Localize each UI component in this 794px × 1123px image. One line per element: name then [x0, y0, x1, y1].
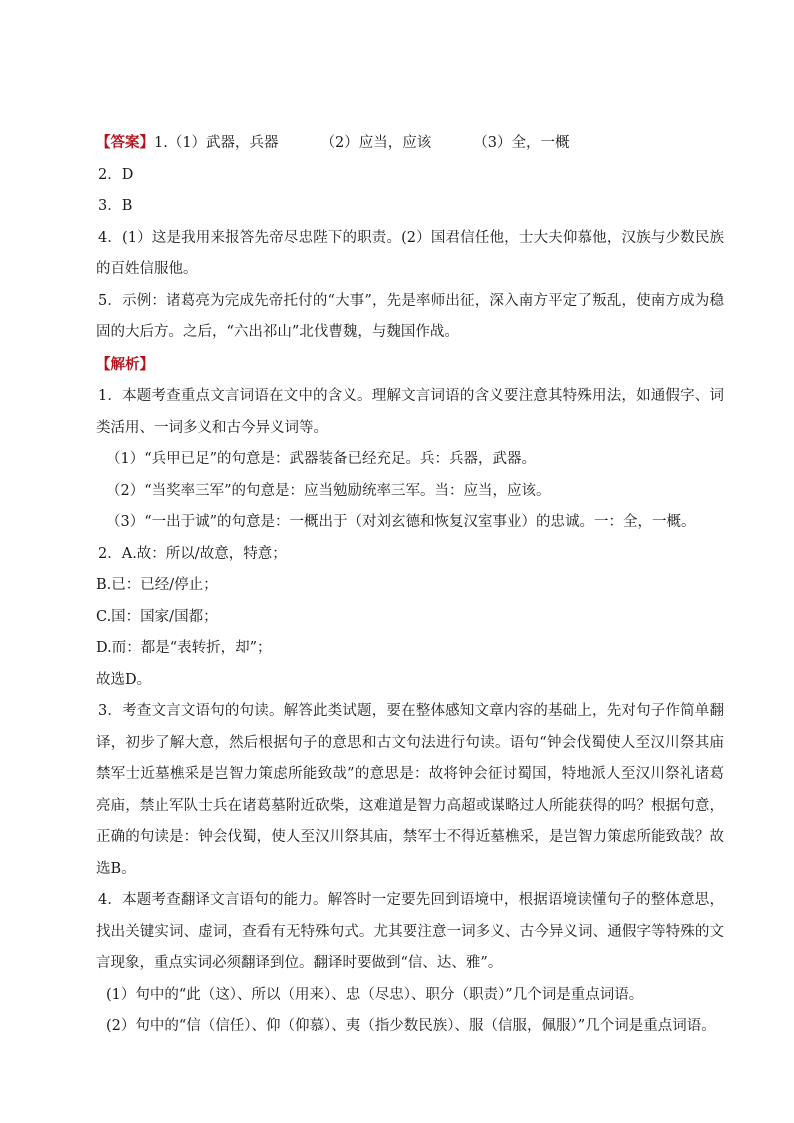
- answer-q5: 5．示例：诸葛亮为完成先帝托付的“大事”，先是率师出征，深入南方平定了叛乱，使南方成为稳固的大后方。之后，“六出祁山”北伐曹魏，与魏国作战。: [96, 292, 724, 340]
- analysis-p2-d: D.而：都是“表转折，却”；: [96, 640, 272, 656]
- answer-q1-c: （3）全，一概: [473, 135, 570, 151]
- answer-q4: 4．(1）这是我用来报答先帝尽忠陛下的职责。(2）国君信任他，士大夫仰慕他，汉族与少数民族的百姓信服他。: [96, 229, 724, 277]
- analysis-p3: 3．考查文言文语句的句读。解答此类试题，要在整体感知文章内容的基础上，先对句子作简单翻译，初步了解大意，然后根据句子的意思和古文句法进行句读。语句“钟会伐蜀使人至汉川祭其庙禁军士近墓樵采是岂智力策虑所能致哉”的意思是：故将钟会征讨蜀国，特地派人至汉川祭礼诸葛亮庙，禁止军队士兵在诸葛墓附近砍柴，这难道是智力高超或谋略过人所能获得的吗？根据句意，正确的句读是：钟会伐蜀，使人至汉川祭其庙，禁军士不得近墓樵采，是岂智力策虑所能致哉？故选B。: [96, 703, 724, 877]
- answer-label: 【答案】: [96, 134, 154, 151]
- answer-q1-line: [96, 127, 724, 160]
- answer-q2: 2．D: [98, 166, 134, 183]
- document-body: [96, 128, 724, 1043]
- analysis-p1: 1．本题考查重点文言词语在文中的含义。理解文言词语的含义要注意其特殊用法，如通假字、词类活用、一词多义和古今异义词等。: [96, 388, 724, 436]
- analysis-heading: [96, 349, 724, 382]
- analysis-p2-a: 2．A.故：所以/故意，特意；: [98, 545, 287, 562]
- analysis-p2-e: 故选D。: [96, 671, 152, 688]
- analysis-p2-b: B.已：已经/停止；: [96, 577, 218, 593]
- analysis-p1-item2: （2）“当奖率三军”的句意是：应当勉励统率三军。当：应当，应该。: [106, 482, 551, 499]
- analysis-p4-item1: (1）句中的“此（这）、所以（用来）、忠（尽忠）、职分（职责）”几个词是重点词语。: [106, 986, 644, 1003]
- analysis-label: 【解析】: [96, 355, 154, 373]
- analysis-p4: 4．本题考查翻译文言语句的能力。解答时一定要先回到语境中，根据语境读懂句子的整体意思，找出关键实词、虚词，查看有无特殊句式。尤其要注意一词多义、古今异义词、通假字等特殊的文言现象，重点实词必须翻译到位。翻译时要做到“信、达、雅”。: [96, 892, 724, 971]
- analysis-p1-item3: （3）“一出于诚”的句意是：一概出于（对刘玄德和恢复汉室事业）的忠诚。一：全，一概。: [106, 514, 696, 530]
- analysis-p2-c: C.国：国家/国都；: [96, 608, 218, 625]
- analysis-p4-item2: (2）句中的“信（信任）、仰（仰慕）、夷（指少数民族）、服（信服，佩服）”几个词是重点词语。: [106, 1018, 716, 1034]
- answer-q1-b: （2）应当，应该: [320, 135, 432, 151]
- answer-q1-a: 1.（1）武器，兵器: [154, 135, 279, 151]
- answer-q3: 3．B: [98, 198, 133, 214]
- analysis-p1-item1: （1）“兵甲已足”的句意是：武器装备已经充足。兵：兵器，武器。: [106, 451, 537, 467]
